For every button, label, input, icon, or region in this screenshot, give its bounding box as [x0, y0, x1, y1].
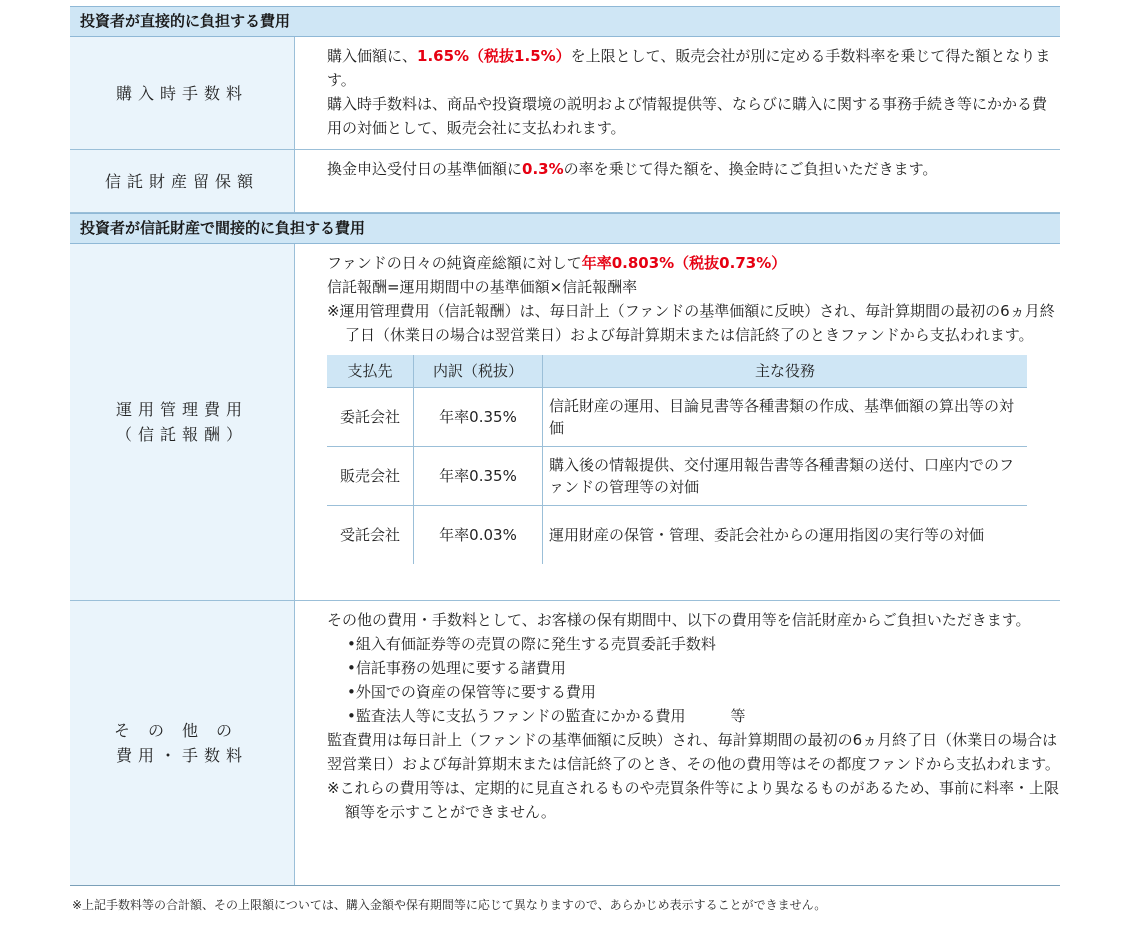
fee-breakdown-table: [327, 355, 1027, 564]
header-main-services: 主な役務: [543, 355, 1028, 388]
purchase-fee-line1-post: を上限として、販売会社が別に定める手数料率を乗じて得た額となります。: [327, 47, 1051, 89]
table-row: [327, 447, 1027, 506]
retention-label: 信託財産留保額: [104, 171, 259, 191]
retention-post: の率を乗じて得た額を、換金時にご負担いただきます。: [563, 160, 938, 178]
other-fees-label-cell: [70, 601, 295, 885]
management-fee-content: [295, 244, 1060, 600]
management-fee-note: ※運用管理費用（信託報酬）は、毎日計上（ファンドの基準価額に反映）され、毎計算期間の最初の6ヵ月終了日（休業日の場合は翌営業日）および毎計算期末または信託終了のときファンドから支払われます。: [327, 302, 1055, 344]
payee-cell: 販売会社: [327, 447, 414, 506]
rate-cell: 年率0.35%: [414, 388, 543, 447]
other-fees-label-line1: その他の: [113, 721, 250, 740]
other-fees-label-line2: 費用・手数料: [115, 746, 248, 765]
purchase-fee-line1-pre: 購入価額に、: [327, 47, 418, 65]
list-item: •信託事務の処理に要する諸費用: [347, 659, 566, 677]
header-payee: 支払先: [327, 355, 414, 388]
fee-breakdown-header-row: [327, 355, 1027, 388]
management-fee-formula: 信託報酬=運用期間中の基準価額×信託報酬率: [327, 278, 638, 296]
management-fee-line1-pre: ファンドの日々の純資産総額に対して: [327, 254, 582, 272]
purchase-fee-label: 購入時手数料: [115, 83, 248, 103]
service-cell: 購入後の情報提供、交付運用報告書等各種書類の送付、口座内でのファンドの管理等の対価: [543, 447, 1028, 506]
list-item: •監査法人等に支払うファンドの監査にかかる費用 等: [347, 707, 746, 725]
fee-table: [70, 6, 1060, 886]
purchase-fee-label-cell: [70, 37, 295, 149]
retention-rate: 0.3%: [522, 160, 564, 178]
other-fees-intro: その他の費用・手数料として、お客様の保有期間中、以下の費用等を信託財産からご負担いただきます。: [327, 611, 1031, 629]
management-fee-label-line1: 運用管理費用: [115, 400, 248, 419]
header-breakdown: 内訳（税抜）: [414, 355, 543, 388]
section-direct-costs-title: 投資者が直接的に負担する費用: [70, 6, 1060, 37]
list-item: •外国での資産の保管等に要する費用: [347, 683, 596, 701]
management-fee-label-cell: [70, 244, 295, 600]
footnote: ※上記手数料等の合計額、その上限額については、購入金額や保有期間等に応じて異なりますので、あらかじめ表示することができません。: [72, 898, 827, 912]
purchase-fee-rate: 1.65%（税抜1.5%）: [417, 47, 571, 65]
payee-cell: 受託会社: [327, 506, 414, 565]
section-indirect-costs-title: 投資者が信託財産で間接的に負担する費用: [70, 213, 1060, 244]
rate-cell: 年率0.03%: [414, 506, 543, 565]
rate-cell: 年率0.35%: [414, 447, 543, 506]
other-fees-content: [295, 601, 1060, 885]
purchase-fee-row: [70, 37, 1060, 150]
list-item: •組入有価証券等の売買の際に発生する売買委託手数料: [347, 635, 716, 653]
table-row: [327, 388, 1027, 447]
management-fee-row: [70, 244, 1060, 601]
management-fee-line1: [327, 251, 1060, 275]
retention-label-cell: [70, 150, 295, 212]
retention-pre: 換金申込受付日の基準価額に: [327, 160, 523, 178]
retention-content: [295, 150, 1060, 212]
retention-row: [70, 150, 1060, 213]
management-fee-rate: 年率0.803%（税抜0.73%）: [581, 254, 787, 272]
retention-text: [327, 157, 1060, 181]
other-fees-row: [70, 601, 1060, 886]
service-cell: 信託財産の運用、目論見書等各種書類の作成、基準価額の算出等の対価: [543, 388, 1028, 447]
table-row: [327, 506, 1027, 565]
other-fees-note: ※これらの費用等は、定期的に見直されるものや売買条件等により異なるものがあるため、事前に料率・上限額等を示すことができません。: [327, 779, 1059, 821]
other-fees-audit: 監査費用は毎日計上（ファンドの基準価額に反映）され、毎計算期間の最初の6ヵ月終了日（休業日の場合は翌営業日）および毎計算期末または信託終了のとき、その他の費用等はその都度ファンドから支払われます。: [327, 731, 1060, 773]
management-fee-label-line2: （信託報酬）: [115, 425, 248, 444]
purchase-fee-line2: 購入時手数料は、商品や投資環境の説明および情報提供等、ならびに購入に関する事務手続き等にかかる費用の対価として、販売会社に支払われます。: [327, 95, 1048, 137]
payee-cell: 委託会社: [327, 388, 414, 447]
purchase-fee-line1: [327, 44, 1060, 92]
service-cell: 運用財産の保管・管理、委託会社からの運用指図の実行等の対価: [543, 506, 1028, 565]
purchase-fee-content: [295, 37, 1060, 149]
